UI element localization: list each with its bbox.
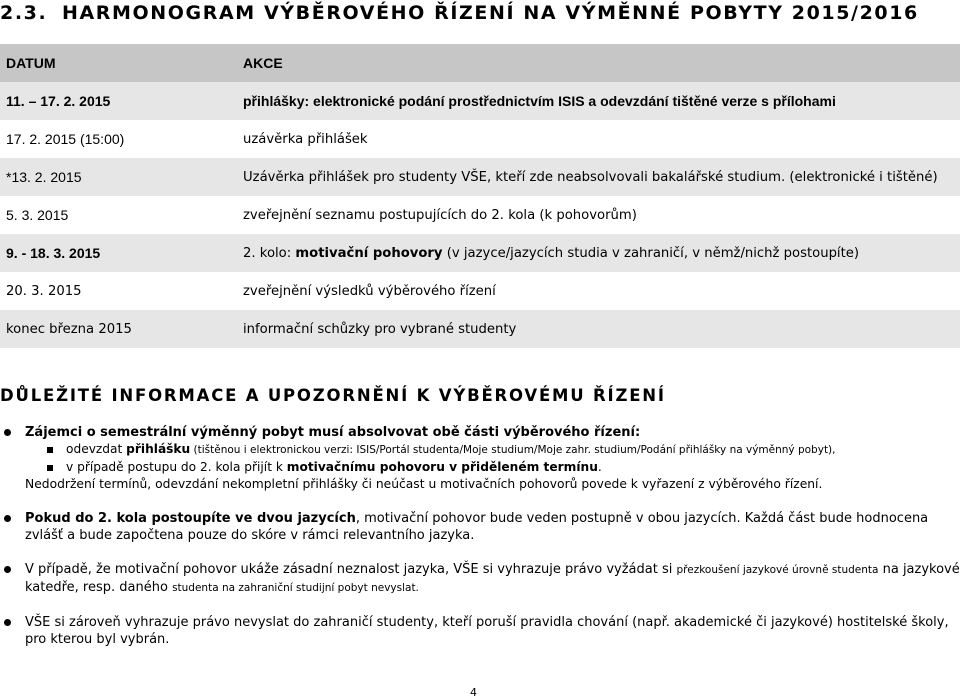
- info-note: Nedodržení termínů, odevzdání nekompletní přihlášky či neúčast u motivačních pohovorů povede k vyřazení z výběrového řízení.: [25, 477, 823, 491]
- row-action: přihlášky: elektronické podání prostřednictvím ISIS a odevzdání tištěné verze s přílohami: [237, 82, 960, 120]
- info-bullet-3-text: V případě, že motivační pohovor ukáže zásadní neznalost jazyka, VŠE si vyhrazuje právo vyžádat si: [25, 562, 677, 577]
- header-date: DATUM: [0, 44, 237, 82]
- row-action-post: (v jazyce/jazycích studia v zahraničí, v němž/nichž postoupíte): [442, 245, 860, 261]
- schedule-table: [0, 44, 960, 348]
- row-action-bold: motivační pohovory: [295, 245, 443, 261]
- info-bullet-3-small: přezkoušení jazykové úrovně studenta: [676, 564, 879, 576]
- section-title: HARMONOGRAM VÝBĚROVÉHO ŘÍZENÍ NA VÝMĚNNÉ POBYTY 2015/2016: [62, 2, 919, 24]
- row-action: uzávěrka přihlášek: [243, 131, 368, 147]
- header-action: AKCE: [237, 44, 960, 82]
- page-number: 4: [470, 686, 477, 699]
- table-row: [0, 310, 960, 348]
- square-bullet-icon: [47, 447, 53, 453]
- row-date: 9. - 18. 3. 2015: [0, 234, 237, 272]
- subitem-bold: přihlášku: [126, 442, 191, 456]
- section-heading: [0, 2, 919, 24]
- table-row: [0, 158, 960, 196]
- row-action: informační schůzky pro vybrané studenty: [237, 310, 960, 348]
- table-row: [0, 196, 960, 234]
- table-header-row: [0, 44, 960, 82]
- row-action: [237, 234, 960, 272]
- table-row: [0, 82, 960, 120]
- row-date: 17. 2. 2015 (15:00): [6, 131, 125, 147]
- row-action-pre: 2. kolo:: [243, 245, 296, 261]
- bullet-icon: [4, 619, 11, 626]
- info-bullet-3-text: na jazykové katedře, resp. daného: [25, 562, 960, 595]
- subitem-bold: motivačnímu pohovoru v přiděleném termínu: [286, 460, 598, 474]
- info-subitem-1: [0, 441, 960, 459]
- bullet-icon: [4, 515, 11, 522]
- info-bullet-3-small: studenta na zahraniční studijní pobyt nevyslat.: [172, 582, 419, 594]
- row-action: zveřejnění výsledků výběrového řízení: [243, 283, 496, 299]
- bullet-icon: [4, 429, 11, 436]
- info-bullet-3: [0, 561, 960, 597]
- subitem-text: v případě postupu do 2. kola přijít k: [66, 460, 287, 474]
- info-bullet-2-bold: Pokud do 2. kola postoupíte ve dvou jazycích: [25, 511, 356, 526]
- table-row: [0, 120, 960, 158]
- info-bullet-2: [0, 510, 960, 544]
- info-bullet-1-title: Zájemci o semestrální výměnný pobyt musí absolvovat obě části výběrového řízení:: [25, 425, 641, 440]
- subitem-text: odevzdat: [66, 442, 127, 456]
- bullet-icon: [4, 566, 11, 573]
- row-date: 5. 3. 2015: [6, 207, 69, 223]
- info-bullet-4: [0, 614, 960, 648]
- info-bullet-1: [0, 424, 960, 441]
- row-date: 20. 3. 2015: [6, 283, 82, 299]
- row-action: zveřejnění seznamu postupujících do 2. kola (k pohovorům): [243, 207, 637, 223]
- info-section: [0, 424, 960, 648]
- row-date: 11. – 17. 2. 2015: [0, 82, 237, 120]
- row-date: konec března 2015: [0, 310, 237, 348]
- info-bullet-2-text: , motivační pohovor bude veden postupně v obou jazycích. Každá část bude hodnocena zvlášť a bude započtena pouze do skóre v rámci relevantního jazyka.: [25, 511, 929, 543]
- info-subitem-2: [0, 459, 960, 476]
- square-bullet-icon: [47, 465, 53, 471]
- subitem-text-small: (tištěnou i elektronickou verzi: ISIS/Portál studenta/Moje studium/Moje zahr. studium/Podání přihlášky na výměnný pobyt),: [190, 444, 836, 456]
- table-row: [0, 272, 960, 310]
- info-heading: DŮLEŽITÉ INFORMACE A UPOZORNĚNÍ K VÝBĚROVÉMU ŘÍZENÍ: [0, 386, 666, 405]
- table-row: [0, 234, 960, 272]
- subitem-text: .: [597, 460, 602, 474]
- row-action: Uzávěrka přihlášek pro studenty VŠE, kteří zde neabsolvovali bakalářské studium. (elektronické i tištěné): [237, 158, 960, 196]
- section-number: 2.3.: [0, 2, 48, 24]
- info-bullet-4-text: VŠE si zároveň vyhrazuje právo nevyslat do zahraničí studenty, kteří poruší pravidla chování (např. akademické či jazykové) hostitelské školy, pro kterou byl vybrán.: [25, 615, 949, 647]
- row-date: *13. 2. 2015: [0, 158, 237, 196]
